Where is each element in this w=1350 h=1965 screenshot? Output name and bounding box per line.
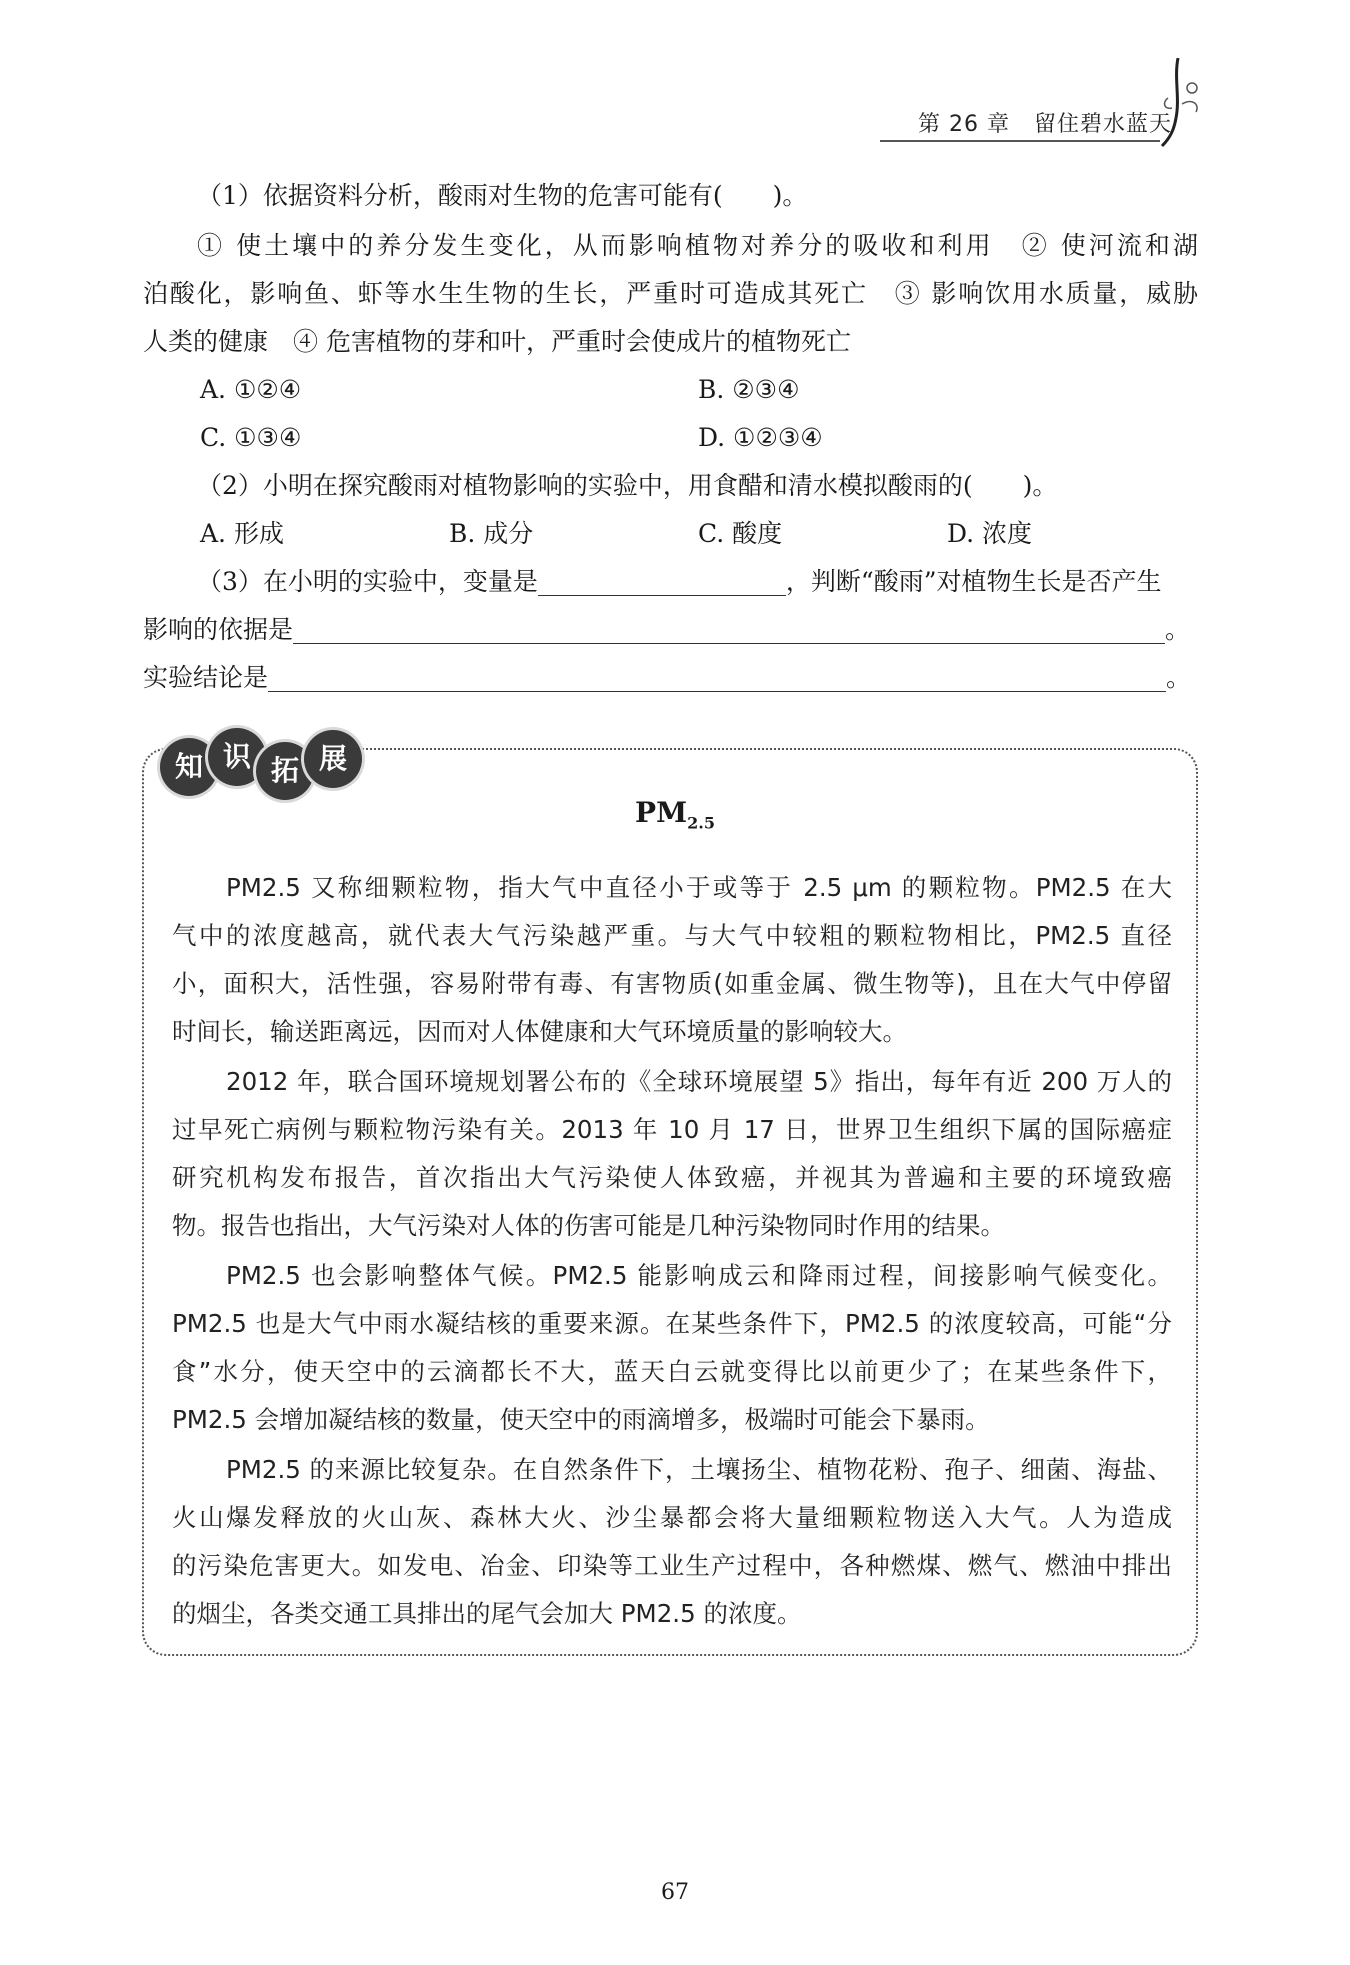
chapter-number: 第 26 章 [918, 112, 1010, 137]
extension-line-5: 2012 年，联合国环境规划署公布的《全球环境展望 5》指出，每年有近 200 万人的 [226, 1067, 1172, 1096]
question-3-line-2 [143, 612, 1203, 652]
q1-option-b: B. ②③④ [698, 375, 800, 404]
period-2: 。 [1166, 663, 1192, 692]
q2-option-a: A. 形成 [200, 519, 284, 548]
header-rule [880, 140, 1160, 142]
badge-char-1: 知 [160, 738, 218, 796]
extension-line-11: 食”水分，使天空中的云滴都长不大，蓝天白云就变得比以前更少了；在某些条件下， [172, 1357, 1172, 1386]
page-header [0, 0, 1350, 160]
extension-title-sub: 2.5 [687, 813, 715, 833]
question-3-text-a: （3）在小明的实验中，变量是 [197, 567, 538, 596]
badge-char-2: 识 [208, 728, 266, 786]
extension-line-7: 研究机构发布报告，首次指出大气污染使人体致癌，并视其为普遍和主要的环境致癌 [172, 1163, 1172, 1192]
q1-option-c: C. ①③④ [200, 423, 302, 452]
page-number: 67 [661, 1880, 689, 1905]
question-3-conclusion-label: 实验结论是 [143, 663, 269, 692]
extension-line-1: PM2.5 又称细颗粒物，指大气中直径小于或等于 2.5 μm 的颗粒物。PM2.5 在大 [226, 873, 1172, 902]
chapter-title: 留住碧水蓝天 [1033, 112, 1172, 137]
question-3-line-1 [197, 564, 1200, 604]
q1-option-d: D. ①②③④ [698, 423, 823, 452]
question-1-line-2: 泊酸化，影响鱼、虾等水生生物的生长，严重时可造成其死亡 ③ 影响饮用水质量，威胁 [143, 279, 1198, 308]
extension-line-14: 火山爆发释放的火山灰、森林大火、沙尘暴都会将大量细颗粒物送入大气。人为造成 [172, 1503, 1172, 1532]
question-1-line-1: ① 使土壤中的养分发生变化，从而影响植物对养分的吸收和利用 ② 使河流和湖 [197, 231, 1198, 260]
period-1: 。 [1165, 615, 1191, 644]
question-3-line-3 [143, 660, 1203, 700]
extension-line-4: 时间长，输送距离远，因而对人体健康和大气环境质量的影响较大。 [172, 1017, 907, 1046]
question-3-text-b: ，判断“酸雨”对植物生长是否产生 [785, 567, 1162, 596]
badge-char-4: 展 [304, 730, 362, 788]
brush-ornament-icon [1148, 58, 1208, 148]
extension-line-13: PM2.5 的来源比较复杂。在自然条件下，土壤扬尘、植物花粉、孢子、细菌、海盐、 [226, 1455, 1172, 1484]
extension-line-16: 的烟尘，各类交通工具排出的尾气会加大 PM2.5 的浓度。 [172, 1599, 802, 1628]
q2-option-d: D. 浓度 [947, 519, 1033, 548]
extension-line-6: 过早死亡病例与颗粒物污染有关。2013 年 10 月 17 日，世界卫生组织下属的国际癌症 [172, 1115, 1172, 1144]
extension-line-8: 物。报告也指出，大气污染对人体的伤害可能是几种污染物同时作用的结果。 [172, 1211, 1005, 1240]
extension-line-12: PM2.5 会增加凝结核的数量，使天空中的雨滴增多，极端时可能会下暴雨。 [172, 1405, 990, 1434]
q1-option-a: A. ①②④ [200, 375, 302, 404]
extension-line-9: PM2.5 也会影响整体气候。PM2.5 能影响成云和降雨过程，间接影响气候变化。 [226, 1261, 1172, 1290]
extension-line-2: 气中的浓度越高，就代表大气污染越严重。与大气中较粗的颗粒物相比，PM2.5 直径 [172, 921, 1172, 950]
question-1-stem: （1）依据资料分析，酸雨对生物的危害可能有( )。 [197, 181, 808, 210]
chapter-heading [918, 107, 1172, 138]
badge-char-3: 拓 [256, 742, 314, 800]
answer-blank-basis[interactable] [293, 615, 1165, 644]
answer-blank-variable[interactable] [538, 567, 786, 596]
extension-line-15: 的污染危害更大。如发电、冶金、印染等工业生产过程中，各种燃煤、燃气、燃油中排出 [172, 1551, 1172, 1580]
extension-line-10: PM2.5 也是大气中雨水凝结核的重要来源。在某些条件下，PM2.5 的浓度较高，可能“分 [172, 1309, 1172, 1338]
question-1-line-3: 人类的健康 ④ 危害植物的芽和叶，严重时会使成片的植物死亡 [143, 327, 851, 356]
extension-line-3: 小，面积大，活性强，容易附带有毒、有害物质(如重金属、微生物等)，且在大气中停留 [172, 969, 1172, 998]
question-3-basis-label: 影响的依据是 [143, 615, 294, 644]
knowledge-extension-badge [160, 712, 360, 807]
q2-option-b: B. 成分 [449, 519, 534, 548]
extension-title-main: PM [635, 796, 688, 829]
question-2-stem: （2）小明在探究酸雨对植物影响的实验中，用食醋和清水模拟酸雨的( )。 [197, 471, 1058, 500]
answer-blank-conclusion[interactable] [268, 663, 1166, 692]
extension-title [0, 796, 1350, 833]
q2-option-c: C. 酸度 [698, 519, 783, 548]
